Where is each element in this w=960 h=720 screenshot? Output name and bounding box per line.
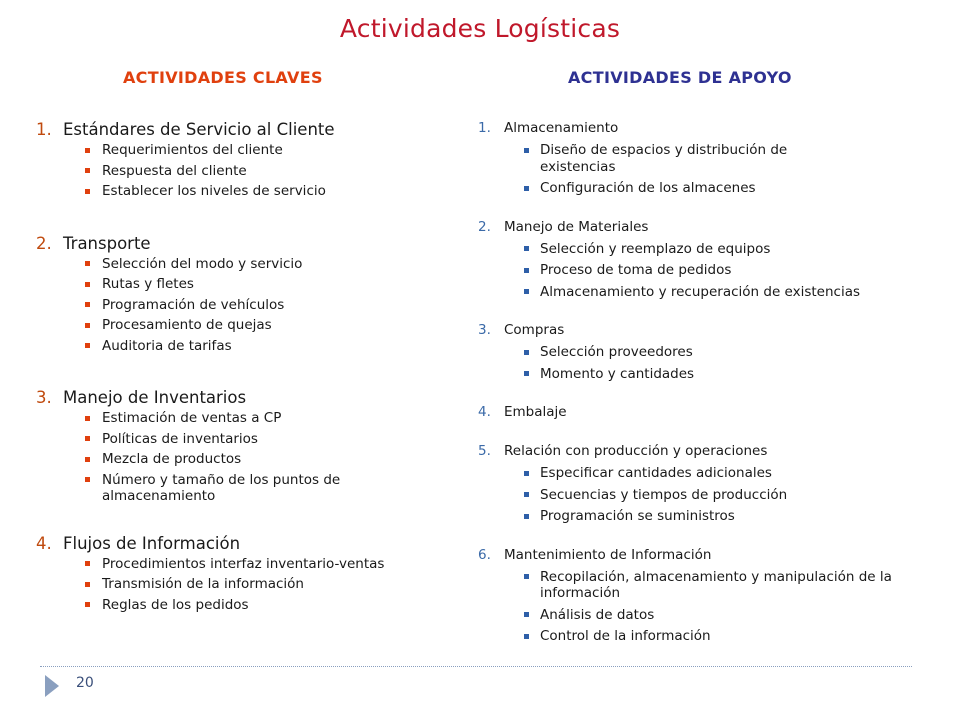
list-item — [478, 180, 938, 197]
item-text: Control de la información — [540, 628, 711, 644]
item-text: Proceso de toma de pedidos — [540, 262, 732, 278]
list-item — [478, 465, 938, 482]
square-bullet-icon — [85, 343, 90, 348]
square-bullet-icon — [524, 289, 529, 294]
list-item — [36, 449, 456, 470]
section-title-text: Embalaje — [504, 404, 567, 420]
square-bullet-icon — [85, 477, 90, 482]
item-list — [478, 142, 938, 197]
item-list — [36, 554, 456, 616]
square-bullet-icon — [85, 416, 90, 421]
item-list — [478, 344, 938, 382]
section-number: 4. — [36, 533, 52, 553]
square-bullet-icon — [524, 574, 529, 579]
list-item — [36, 254, 456, 275]
item-text: Políticas de inventarios — [102, 430, 258, 447]
left-section — [36, 387, 456, 505]
list-item — [36, 554, 456, 575]
item-text: Estimación de ventas a CP — [102, 410, 282, 426]
list-item — [478, 487, 938, 504]
section-title-text: Flujos de Información — [63, 533, 241, 553]
item-text: Procesamiento de quejas — [102, 317, 272, 333]
item-list — [478, 569, 938, 645]
list-item — [36, 181, 456, 202]
list-item — [36, 295, 456, 316]
list-item — [36, 315, 456, 336]
square-bullet-icon — [524, 371, 529, 376]
footer-divider — [40, 666, 912, 667]
list-item — [478, 508, 938, 525]
item-text: Recopilación, almacenamiento y manipulación de la información — [540, 568, 892, 601]
item-text: Diseño de espacios y distribución de existencias — [540, 142, 788, 175]
square-bullet-icon — [524, 492, 529, 497]
list-item — [478, 241, 938, 258]
square-bullet-icon — [85, 261, 90, 266]
list-item — [478, 569, 938, 602]
section-number: 2. — [478, 218, 491, 235]
left-section — [36, 233, 456, 357]
square-bullet-icon — [85, 302, 90, 307]
list-item — [478, 366, 938, 383]
square-bullet-icon — [524, 612, 529, 617]
item-text: Establecer los niveles de servicio — [102, 183, 326, 199]
section-number: 4. — [478, 404, 491, 420]
section-title-text: Transporte — [63, 233, 151, 253]
item-text: Almacenamiento y recuperación de existencias — [540, 283, 861, 300]
right-section-title — [478, 322, 938, 339]
list-item — [478, 607, 938, 624]
item-text: Secuencias y tiempos de producción — [540, 486, 788, 503]
list-item — [36, 574, 456, 595]
item-list — [36, 408, 456, 505]
section-title-text: Estándares de Servicio al Cliente — [63, 120, 335, 139]
section-title-text: Almacenamiento — [504, 120, 619, 136]
square-bullet-icon — [524, 268, 529, 273]
list-item — [36, 595, 456, 616]
left-section — [36, 533, 456, 616]
right-section — [478, 547, 938, 645]
square-bullet-icon — [524, 514, 529, 519]
item-text: Momento y cantidades — [540, 365, 695, 382]
support-activities-column — [478, 120, 938, 645]
square-bullet-icon — [524, 246, 529, 251]
heading-support-activities: ACTIVIDADES DE APOYO — [568, 68, 792, 87]
item-list — [36, 254, 456, 357]
section-title-text: Mantenimiento de Información — [504, 546, 712, 563]
square-bullet-icon — [85, 168, 90, 173]
list-item — [478, 262, 938, 279]
item-text: Programación se suministros — [540, 508, 735, 524]
list-item — [36, 140, 456, 161]
right-section-title — [478, 219, 938, 236]
square-bullet-icon — [85, 282, 90, 287]
item-list — [478, 465, 938, 525]
section-title-text: Manejo de Inventarios — [63, 388, 247, 407]
item-text: Procedimientos interfaz inventario-ventas — [102, 555, 385, 572]
right-section-title — [478, 120, 938, 137]
item-text: Auditoria de tarifas — [102, 337, 232, 354]
square-bullet-icon — [524, 634, 529, 639]
right-section — [478, 120, 938, 197]
item-text: Rutas y fletes — [102, 276, 194, 292]
square-bullet-icon — [524, 148, 529, 153]
slide-title: Actividades Logísticas — [339, 14, 621, 43]
left-section-title — [36, 233, 456, 254]
list-item — [36, 408, 456, 429]
list-item — [478, 344, 938, 361]
item-text: Configuración de los almacenes — [540, 180, 756, 196]
square-bullet-icon — [85, 323, 90, 328]
left-section-title — [36, 119, 456, 140]
heading-key-activities: ACTIVIDADES CLAVES — [123, 68, 323, 87]
item-text: Selección y reemplazo de equipos — [540, 240, 771, 257]
section-number: 1. — [478, 120, 491, 136]
square-bullet-icon — [85, 561, 90, 566]
list-item — [36, 161, 456, 182]
triangle-arrow-icon — [45, 675, 59, 697]
square-bullet-icon — [85, 436, 90, 441]
item-list — [478, 241, 938, 301]
section-number: 3. — [36, 388, 52, 407]
list-item — [36, 429, 456, 450]
item-text: Mezcla de productos — [102, 451, 242, 467]
left-section — [36, 119, 456, 202]
right-section — [478, 219, 938, 301]
square-bullet-icon — [524, 350, 529, 355]
item-text: Selección del modo y servicio — [102, 255, 303, 272]
square-bullet-icon — [524, 471, 529, 476]
list-item — [36, 336, 456, 357]
item-text: Reglas de los pedidos — [102, 596, 249, 613]
square-bullet-icon — [524, 186, 529, 191]
section-title-text: Relación con producción y operaciones — [504, 443, 768, 459]
item-text: Selección proveedores — [540, 344, 693, 360]
item-text: Transmisión de la información — [102, 576, 304, 592]
key-activities-column — [36, 119, 456, 615]
item-text: Requerimientos del cliente — [102, 142, 283, 158]
item-text: Número y tamaño de los puntos de almacenamiento — [102, 471, 341, 504]
section-title-text: Manejo de Materiales — [504, 218, 649, 235]
section-number: 6. — [478, 546, 491, 563]
list-item — [478, 284, 938, 301]
list-item — [36, 470, 456, 505]
item-list — [36, 140, 456, 202]
item-text: Especificar cantidades adicionales — [540, 465, 772, 481]
list-item — [478, 142, 938, 175]
right-section-title — [478, 443, 938, 460]
square-bullet-icon — [85, 148, 90, 153]
left-section-title — [36, 533, 456, 554]
item-text: Análisis de datos — [540, 606, 655, 623]
section-title-text: Compras — [504, 322, 565, 338]
list-item — [36, 274, 456, 295]
section-number: 5. — [478, 443, 491, 459]
section-number: 3. — [478, 322, 491, 338]
right-section-title — [478, 547, 938, 564]
right-section-title — [478, 404, 938, 421]
square-bullet-icon — [85, 602, 90, 607]
right-section — [478, 322, 938, 382]
left-section-title — [36, 387, 456, 408]
list-item — [478, 628, 938, 645]
right-section — [478, 404, 938, 421]
square-bullet-icon — [85, 189, 90, 194]
item-text: Respuesta del cliente — [102, 162, 247, 179]
square-bullet-icon — [85, 582, 90, 587]
section-number: 1. — [36, 120, 52, 139]
item-text: Programación de vehículos — [102, 296, 285, 313]
square-bullet-icon — [85, 457, 90, 462]
section-number: 2. — [36, 233, 52, 253]
page-number: 20 — [76, 675, 94, 691]
right-section — [478, 443, 938, 525]
